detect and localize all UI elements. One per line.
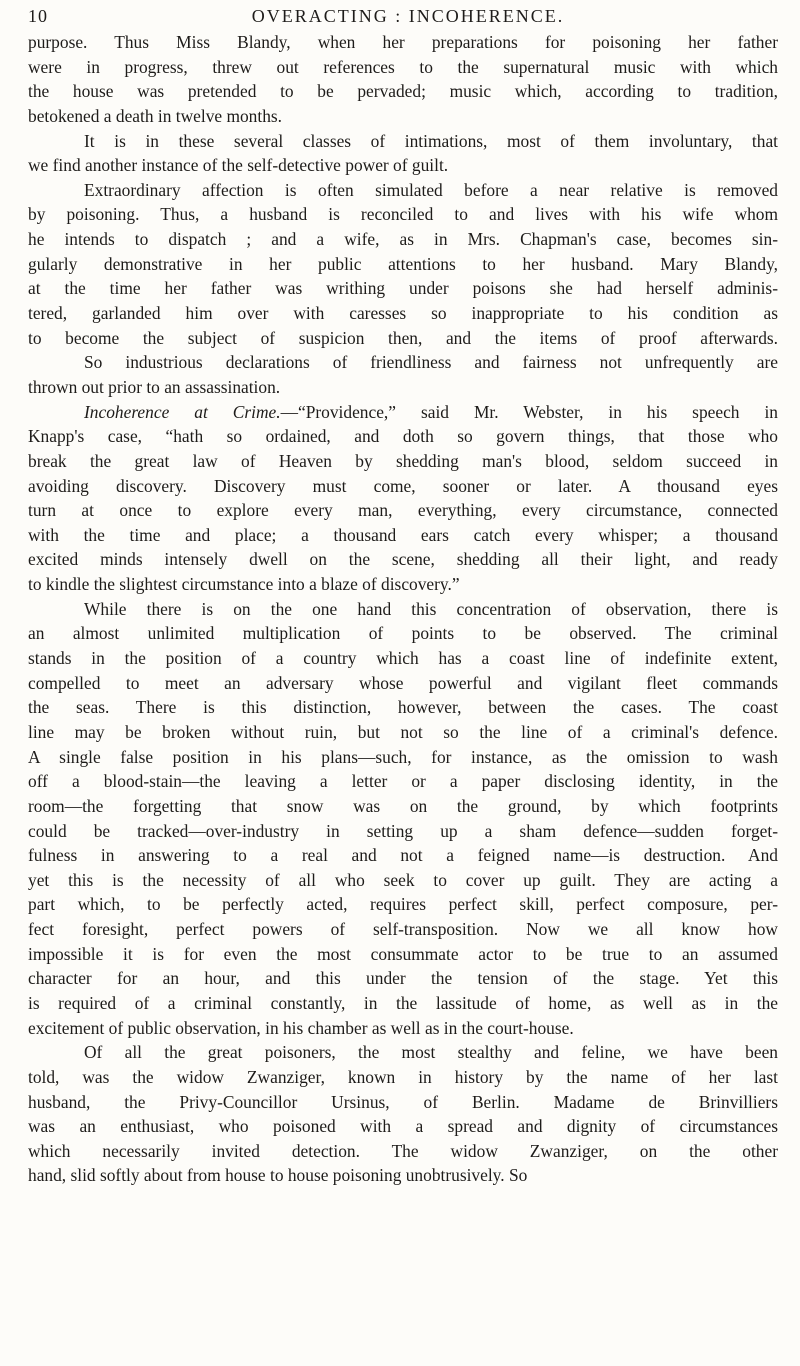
text-line: the seas. There is this distinction, however, between the cases. The coast bbox=[28, 697, 778, 718]
text-line: It is in these several classes of intimations, most of them involuntary, that bbox=[84, 130, 778, 151]
text-line: Knapp's case, “hath so ordained, and doth so govern things, that those who bbox=[28, 426, 778, 447]
text-line: is required of a criminal constantly, in the lassitude of home, as well as in the bbox=[28, 992, 778, 1013]
text-line: thrown out prior to an assassination. bbox=[28, 376, 281, 397]
text-line: he intends to dispatch ; and a wife, as in Mrs. Chapman's case, becomes sin- bbox=[28, 229, 778, 250]
text-line: husband, the Privy-Councillor Ursinus, of Berlin. Madame de Brinvilliers bbox=[28, 1091, 778, 1112]
text-line: Extraordinary affection is often simulated before a near relative is removed bbox=[84, 179, 778, 200]
text-line: purpose. Thus Miss Blandy, when her preparations for poisoning her father bbox=[28, 32, 778, 52]
text-line: character for an hour, and this under the tension of the stage. Yet this bbox=[28, 968, 778, 989]
text-line: part which, to be perfectly acted, requires perfect skill, perfect composure, per- bbox=[28, 894, 778, 915]
text-line: which necessarily invited detection. The widow Zwanziger, on the other bbox=[28, 1140, 778, 1161]
text-line: Of all the great poisoners, the most stealthy and feline, we have been bbox=[84, 1042, 778, 1063]
text-line: break the great law of Heaven by shedding man's blood, seldom succeed in bbox=[28, 450, 778, 471]
text-line: told, was the widow Zwanziger, known in history by the name of her last bbox=[28, 1066, 778, 1087]
text-line: an almost unlimited multiplication of points to be observed. The criminal bbox=[28, 623, 778, 644]
body-text bbox=[28, 30, 778, 1188]
section-heading-line: Incoherence at Crime.—“Providence,” said Mr. Webster, in his speech in bbox=[84, 401, 778, 422]
running-title: OVERACTING : INCOHERENCE. bbox=[251, 6, 565, 26]
text-line: avoiding discovery. Discovery must come, sooner or later. A thousand eyes bbox=[28, 475, 778, 496]
text-line: fect foresight, perfect powers of self-transposition. Now we all know how bbox=[28, 919, 778, 940]
text-line: impossible it is for even the most consummate actor to be true to an assumed bbox=[28, 943, 778, 964]
text-line: So industrious declarations of friendliness and fairness not unfrequently are bbox=[84, 352, 778, 373]
text-line: yet this is the necessity of all who seek to cover up guilt. They are acting a bbox=[28, 869, 778, 890]
running-head bbox=[28, 6, 788, 30]
text-line: excited minds intensely dwell on the scene, shedding all their light, and ready bbox=[28, 549, 778, 570]
text-line: to become the subject of suspicion then, and the items of proof afterwards. bbox=[28, 327, 778, 348]
page-number: 10 bbox=[28, 6, 48, 26]
text-line: A single false position in his plans—such, for instance, as the omission to wash bbox=[28, 746, 778, 767]
text-line: off a blood-stain—the leaving a letter or a paper disclosing identity, in the bbox=[28, 771, 778, 792]
text-line: While there is on the one hand this concentration of observation, there is bbox=[84, 598, 778, 619]
text-line: fulness in answering to a real and not a feigned name—is destruction. And bbox=[28, 845, 778, 866]
text-line: gularly demonstrative in her public attentions to her husband. Mary Blandy, bbox=[28, 253, 778, 274]
text-line: line may be broken without ruin, but not so the line of a criminal's defence. bbox=[28, 721, 778, 742]
text-line: turn at once to explore every man, everything, every circumstance, connected bbox=[28, 500, 778, 521]
text-line: by poisoning. Thus, a husband is reconciled to and lives with his wife whom bbox=[28, 204, 778, 225]
text-line: was an enthusiast, who poisoned with a spread and dignity of circumstances bbox=[28, 1116, 778, 1137]
text-line: could be tracked—over-industry in setting up a sham defence—sudden forget- bbox=[28, 820, 778, 841]
text-line: tered, garlanded him over with caresses so inappropriate to his condition as bbox=[28, 303, 778, 324]
text-line: at the time her father was writhing under poisons she had herself adminis- bbox=[28, 278, 778, 299]
text-line: the house was pretended to be pervaded; music which, according to tradition, bbox=[28, 81, 778, 102]
text-line: betokened a death in twelve months. bbox=[28, 105, 283, 126]
text-line: room—the forgetting that snow was on the ground, by which footprints bbox=[28, 795, 778, 816]
text-line: excitement of public observation, in his chamber as well as in the court-house. bbox=[28, 1017, 574, 1038]
text-line: hand, slid softly about from house to house poisoning unobtrusively. So bbox=[28, 1165, 528, 1186]
text-line: with the time and place; a thousand ears catch every whisper; a thousand bbox=[28, 524, 778, 545]
text-line: were in progress, threw out references to the supernatural music with which bbox=[28, 56, 778, 77]
section-heading: Incoherence at Crime. bbox=[84, 401, 281, 422]
text-line: we find another instance of the self-detective power of guilt. bbox=[28, 155, 449, 176]
text-line: stands in the position of a country which has a coast line of indefinite extent, bbox=[28, 648, 778, 669]
text-line: to kindle the slightest circumstance into a blaze of discovery.” bbox=[28, 574, 460, 595]
text-line: compelled to meet an adversary whose powerful and vigilant fleet commands bbox=[28, 672, 778, 693]
